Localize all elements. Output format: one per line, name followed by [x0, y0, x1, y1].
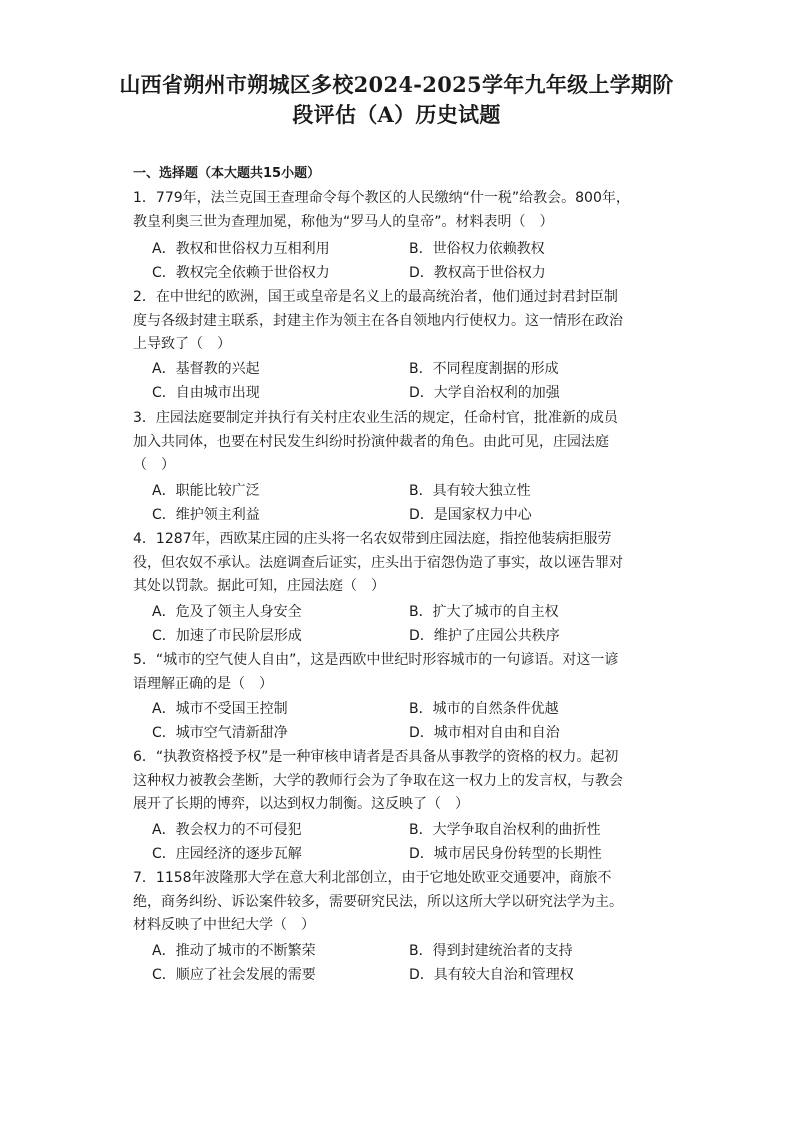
option-a[interactable]: A．危及了领主人身安全	[152, 604, 302, 620]
question-1-stem	[133, 187, 673, 234]
question-line: 教皇利奥三世为查理加冕，称他为“罗马人的皇帝”。材料表明（ ）	[133, 213, 554, 230]
question-7-options	[152, 940, 672, 987]
option-d[interactable]: D．维护了庄园公共秩序	[409, 627, 560, 644]
option-a[interactable]: A．教权和世俗权力互相利用	[152, 241, 330, 257]
question-line: 这种权力被教会垄断，大学的教师行会为了争取在这一权力上的发言权，与教会	[133, 772, 623, 789]
question-line: 语理解正确的是（ ）	[133, 675, 273, 692]
option-b[interactable]: B．得到封建统治者的支持	[409, 943, 573, 959]
question-5-options	[152, 698, 672, 745]
option-b[interactable]: B．城市的自然条件优越	[409, 701, 559, 717]
question-line: 2．在中世纪的欧洲，国王或皇帝是名义上的最高统治者，他们通过封君封臣制	[133, 289, 618, 305]
option-b[interactable]: B．不同程度割据的形成	[409, 361, 559, 377]
option-d[interactable]: D．具有较大自治和管理权	[409, 966, 574, 983]
question-line: 5．“城市的空气使人自由”，这是西欧中世纪时形容城市的一句谚语。对这一谚	[133, 652, 619, 668]
option-a[interactable]: A．推动了城市的不断繁荣	[152, 943, 316, 959]
question-line: 1．779年，法兰克国王查理命令每个教区的人民缴纳“什一税”给教会。800年，	[133, 190, 630, 206]
option-d[interactable]: D．是国家权力中心	[409, 506, 532, 523]
option-c[interactable]: C．教权完全依赖于世俗权力	[152, 264, 330, 281]
option-b[interactable]: B．扩大了城市的自主权	[409, 604, 559, 620]
question-2-options	[152, 358, 672, 405]
question-1-options	[152, 238, 672, 285]
option-b[interactable]: B．具有较大独立性	[409, 483, 531, 499]
question-line: 加入共同体，也要在村民发生纠纷时扮演仲裁者的角色。由此可见，庄园法庭	[133, 433, 609, 450]
option-c[interactable]: C．自由城市出现	[152, 384, 260, 401]
question-line: 展开了长期的博弈，以达到权力制衡。这反映了（ ）	[133, 796, 469, 812]
question-line: 上导致了（ ）	[133, 336, 231, 352]
option-d[interactable]: D．教权高于世俗权力	[409, 264, 546, 281]
option-c[interactable]: C．庄园经济的逐步瓦解	[152, 845, 302, 862]
option-c[interactable]: C．加速了市民阶层形成	[152, 627, 302, 644]
question-6-stem	[133, 746, 673, 817]
option-a[interactable]: A．城市不受国王控制	[152, 701, 288, 717]
question-7-stem	[133, 867, 673, 938]
question-line: 绝，商务纠纷、诉讼案件较多，需要研究民法，所以这所大学以研究法学为主。	[133, 893, 623, 910]
option-b[interactable]: B．世俗权力依赖教权	[409, 241, 545, 257]
question-line: 度与各级封建主联系，封建主作为领主在各自领地内行使权力。这一情形在政治	[133, 312, 623, 329]
option-d[interactable]: D．城市居民身份转型的长期性	[409, 845, 602, 862]
question-line: 6．“执教资格授予权”是一种审核申请者是否具备从事教学的资格的权力。起初	[133, 749, 619, 765]
option-c[interactable]: C．顺应了社会发展的需要	[152, 966, 316, 983]
question-line: 材料反映了中世纪大学（ ）	[133, 917, 315, 933]
question-3-options	[152, 480, 672, 527]
title-line-2: 段评估（A）历史试题	[292, 102, 501, 127]
question-line: 3．庄园法庭要制定并执行有关村庄农业生活的规定，任命村官，批准新的成员	[133, 410, 618, 426]
question-2-stem	[133, 286, 673, 357]
option-c[interactable]: C．城市空气清新甜净	[152, 724, 288, 741]
option-b[interactable]: B．大学争取自治权利的曲折性	[409, 822, 601, 838]
question-6-options	[152, 819, 672, 866]
option-d[interactable]: D．大学自治权利的加强	[409, 384, 560, 401]
question-line: （ ）	[133, 457, 175, 473]
question-line: 其处以罚款。据此可知，庄园法庭（ ）	[133, 578, 385, 594]
page-title	[90, 70, 703, 130]
option-a[interactable]: A．基督教的兴起	[152, 361, 260, 377]
option-a[interactable]: A．职能比较广泛	[152, 483, 260, 499]
title-line-1: 山西省朔州市朔城区多校2024-2025学年九年级上学期阶	[119, 72, 674, 97]
option-c[interactable]: C．维护领主利益	[152, 506, 260, 523]
question-5-stem	[133, 649, 673, 696]
option-a[interactable]: A．教会权力的不可侵犯	[152, 822, 302, 838]
question-3-stem	[133, 407, 673, 478]
question-line: 4．1287年，西欧某庄园的庄头将一名农奴带到庄园法庭，指控他装病拒服劳	[133, 531, 612, 547]
section-heading: 一、选择题（本大题共15小题）	[133, 166, 321, 181]
option-d[interactable]: D．城市相对自由和自治	[409, 724, 560, 741]
question-4-options	[152, 601, 672, 648]
question-line: 7．1158年波隆那大学在意大利北部创立，由于它地处欧亚交通要冲，商旅不	[133, 870, 612, 886]
question-line: 役，但农奴不承认。法庭调查后证实，庄头出于宿怨伪造了事实，故以诬告罪对	[133, 554, 623, 571]
question-4-stem	[133, 528, 673, 599]
